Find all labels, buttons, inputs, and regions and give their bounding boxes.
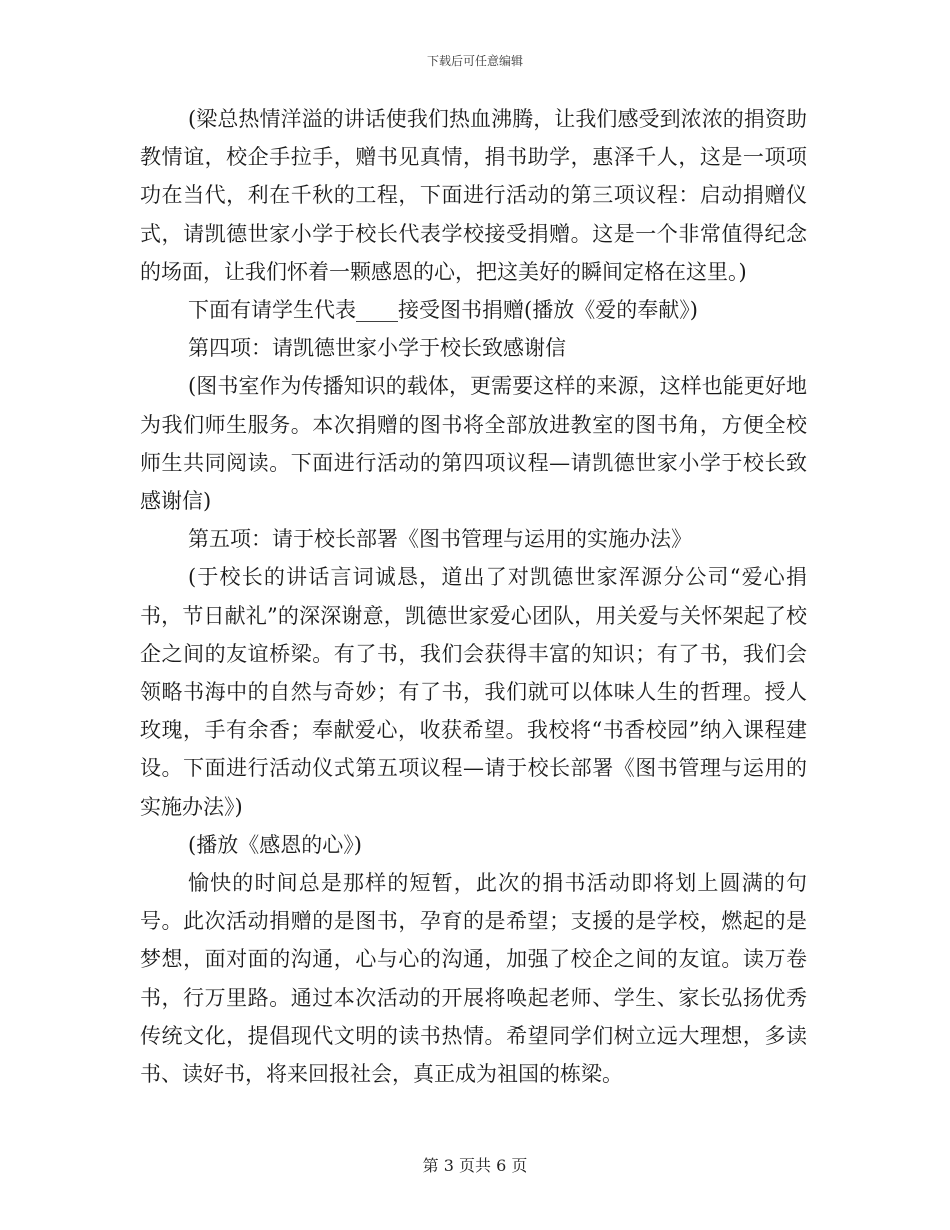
paragraph-principal-speech: (于校长的讲话言词诚恳，道出了对凯德世家浑源分公司“爱心捐书，节日献礼”的深深谢意，凯德世家爱心团队，用关爱与关怀架起了校企之间的友谊桥梁。有了书，我们会获得丰富的知识；有了书，我们会领略书海中的自然与奇妙；有了书，我们就可以体味人生的哲理。授人玫瑰，手有余香；奉献爱心，收获希望。我校将“书香校园”纳入课程建设。下面进行活动仪式第五项议程—请于校长部署《图书管理与运用的实施办法》)	[140, 565, 807, 819]
paragraph-library-service: (图书室作为传播知识的载体，更需要这样的来源，这样也能更好地为我们师生服务。本次捐赠的图书将全部放进教室的图书角，方便全校师生共同阅读。下面进行活动的第四项议程—请凯德世家小学于校长致感谢信)	[140, 374, 807, 514]
document-body	[140, 100, 807, 1093]
page-number: 第 3 页共 6 页	[422, 1156, 528, 1175]
paragraph-item-four: 第四项：请凯德世家小学于校长致感谢信	[188, 336, 566, 361]
paragraph-play-song: (播放《感恩的心》)	[188, 832, 362, 857]
paragraph-student-representative: 下面有请学生代表____接受图书捐赠(播放《爱的奉献》)	[188, 298, 698, 323]
paragraph-item-five: 第五项：请于校长部署《图书管理与运用的实施办法》	[188, 527, 692, 552]
page-header: 下载后可任意编辑	[426, 54, 523, 68]
paragraph-ceremony-start: (梁总热情洋溢的讲话使我们热血沸腾，让我们感受到浓浓的捐资助教情谊，校企手拉手，赠书见真情，捐书助学，惠泽千人，这是一项项功在当代，利在千秋的工程，下面进行活动的第三项议程：启动捐赠仪式，请凯德世家小学于校长代表学校接受捐赠。这是一个非常值得纪念的场面，让我们怀着一颗感恩的心，把这美好的瞬间定格在这里。)	[140, 107, 807, 284]
paragraph-closing: 愉快的时间总是那样的短暂，此次的捐书活动即将划上圆满的句号。此次活动捐赠的是图书，孕育的是希望；支援的是学校，燃起的是梦想，面对面的沟通，心与心的沟通，加强了校企之间的友谊。读万卷书，行万里路。通过本次活动的开展将唤起老师、学生、家长弘扬优秀传统文化，提倡现代文明的读书热情。希望同学们树立远大理想，多读书、读好书，将来回报社会，真正成为祖国的栋梁。	[140, 871, 807, 1087]
